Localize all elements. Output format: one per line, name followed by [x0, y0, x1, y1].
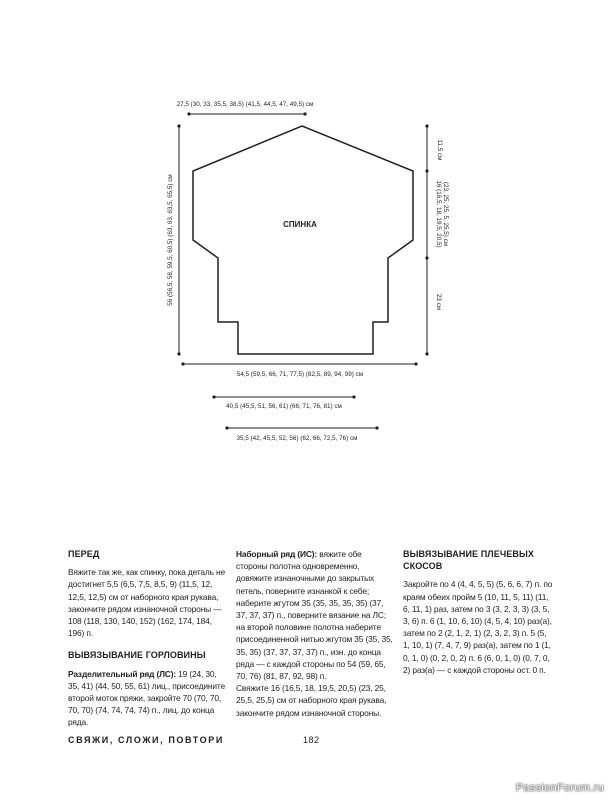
section-heading-front: ПЕРЕД — [68, 549, 100, 559]
column-cast-on — [236, 548, 394, 719]
cast-on-paragraph — [236, 548, 394, 682]
cast-on-row-label: Наборный ряд (ИС): — [236, 549, 318, 559]
watermark: PassionForum.ru — [515, 782, 604, 794]
column-front — [68, 548, 228, 729]
dim-top-label: 27,5 (30, 33, 35,5, 38,5) (41,5, 44,5, 47, 49,5) см — [176, 101, 314, 108]
page-number: 182 — [303, 735, 320, 745]
dividing-row-text: 19 (24, 30, 35, 41) (44, 50, 55, 61) лиц., присоедините второй моток пряжи, закройте 70 (70, 70, 70, 70) (74, 74, 74, 74) п., лиц. до конца ряда. — [68, 668, 225, 728]
dim-right-mid-label-2: (23, 25, 25, 5, 25,5) см — [442, 181, 449, 247]
column-shoulders — [403, 548, 553, 676]
section-heading-shoulders: ВЫВЯЗЫВАНИЕ ПЛЕЧЕВЫХ СКОСОВ — [403, 549, 534, 572]
footer-book-title: СВЯЖИ, СЛОЖИ, ПОВТОРИ — [68, 735, 224, 745]
dim-right-mid-label-1: 16 (16,5, 18, 19,5, 20,5) — [435, 180, 442, 248]
dim-right-top-label: 11,5 см — [436, 139, 443, 161]
shoulders-paragraph: Закройте по 4 (4, 4, 5, 5) (5, 6, 6, 7) п. по краям обеих пройм 5 (10, 11, 5, 11) (11, 6, 11, 1) раз, затем по 3 (3, 2, 3, 3) (3, 5, 3, 6) п. 6 (1, 10, 6, 10) (4, 5, 4, 10) раз(а), затем по 2 (2, 1, 2, 1) (2, 3, 2, 3) п. 5 (5, 1, 10, 1) (7, 4, 7, 9) раз(а), затем по 1 (1, 0, 1, 0) (0, 2, 0, 2) п. 6 (6, 0, 1, 0) (0, 7, 0, 2) раз(а) — с каждой стороны ост. 0 п. — [403, 579, 553, 675]
front-paragraph: Вяжите так же, как спинку, пока деталь не достигнет 5,5 (6,5, 7,5, 8,5, 9) (11,5, 12, 12,5, 12,5) см от наборного края рукава, закончите рядом изнаночной стороны — 108 (118, 130, 140, 152) (162, 174, 184, 196) п. — [68, 567, 226, 639]
dim-width3-label: 35,5 (42, 45,5, 52, 56) (62, 66, 72,5, 76) см — [236, 435, 358, 442]
continue-paragraph: Свяжите 16 (16,5, 18, 19,5, 20,5) (23, 25, 25,5, 25,5) см от наборного края рукава, закончите рядом изнаночной стороны. — [236, 683, 387, 718]
dim-left-label: 56 (56,5, 58, 59,5, 60,5) (63, 63, 63,5, 65,5) см — [167, 174, 174, 306]
dim-right-bottom-label: 23 см — [435, 293, 442, 311]
neckline-paragraph — [68, 668, 228, 729]
diagram-center-label: СПИНКА — [283, 220, 317, 229]
cast-on-row-text: вяжите обе стороны полотна одновременно, довяжите изнаночными до закрытых петель, поверните изнанкой к себе; наберите жгутом 35 (35, 35, 35, 35) (37, 37, 37, 37) п., поверните вязание на ЛС; на второй половине полотна наберите присоединенной нитью жгутом 35 (35, 35, 35, 35) (37, 37, 37, 37) п., изн. до конца ряда — с каждой стороны по 54 (59, 65, 70, 76) (81, 87, 92, 98) п. — [236, 549, 393, 682]
dim-width2-label: 40,5 (45,5, 51, 56, 61) (66, 71, 76, 81) см — [226, 403, 342, 410]
dividing-row-label: Разделительный ряд (ЛС): — [68, 668, 176, 679]
dim-width1-label: 54,5 (59,5, 66, 71, 77,5) (82,5, 89, 94, 99) см — [236, 371, 364, 378]
garment-outline — [193, 126, 413, 354]
section-heading-neckline: ВЫВЯЗЫВАНИЕ ГОРЛОВИНЫ — [68, 650, 206, 661]
